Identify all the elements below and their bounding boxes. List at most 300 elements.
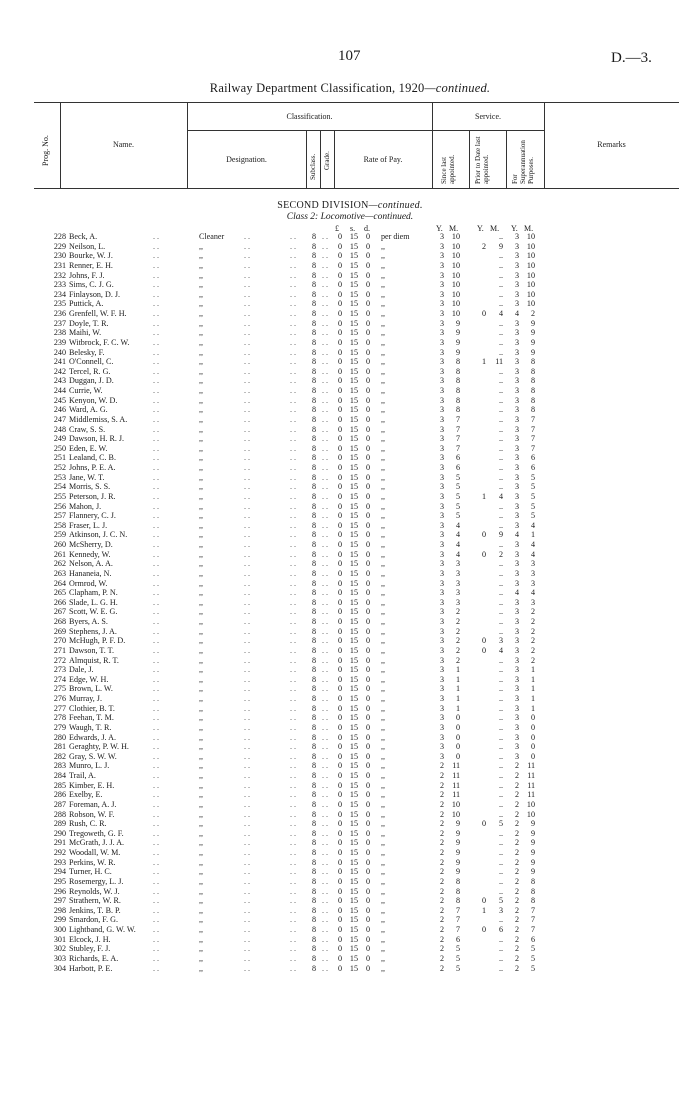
leader-dots: . . <box>153 694 160 703</box>
pence-cell: 0 <box>365 501 370 511</box>
table-row <box>0 319 700 329</box>
pounds-cell: 0 <box>337 241 342 251</box>
designation-cell: ,, <box>199 309 204 318</box>
since-years-cell: 3 <box>439 540 444 549</box>
since-months-cell: 10 <box>451 309 460 318</box>
super-months-cell: 5 <box>530 944 535 954</box>
leader-dots: . . <box>153 463 160 472</box>
leader-dots: . . <box>244 434 251 444</box>
since-months-cell: 8 <box>455 395 460 405</box>
rate-period-cell: ,, <box>381 876 386 886</box>
designation-cell: ,, <box>199 386 204 395</box>
designation-cell: ,, <box>199 607 204 617</box>
name-cell: Johns, P. E. A. <box>69 463 116 472</box>
since-months-cell: 5 <box>455 472 460 482</box>
shillings-cell: 15 <box>349 443 358 453</box>
leader-dots: . . <box>322 684 329 694</box>
pounds-cell: 0 <box>337 395 342 405</box>
pounds-cell: 0 <box>337 905 342 915</box>
since-months-cell: 5 <box>455 963 460 973</box>
subclass-cell: 8 <box>312 511 317 521</box>
since-years-cell: 3 <box>439 520 444 530</box>
pounds-cell: 0 <box>337 434 342 444</box>
prog-no-cell: 265 <box>53 588 66 598</box>
leader-dots: . . <box>322 395 329 405</box>
since-years-cell: 3 <box>439 251 444 261</box>
prior-months-cell: .. <box>498 713 503 723</box>
pounds-cell: 0 <box>337 934 342 944</box>
shillings-cell: 15 <box>349 751 358 761</box>
leader-dots: . . <box>244 491 251 501</box>
rate-period-cell: ,, <box>381 453 386 463</box>
name-cell: Tercel, R. G. <box>69 366 111 376</box>
name-cell: Almquist, R. T. <box>69 655 119 665</box>
leader-dots: . . <box>290 568 297 578</box>
shillings-cell: 15 <box>349 328 358 338</box>
shillings-cell: 15 <box>349 665 358 675</box>
since-years-cell: 3 <box>439 482 444 492</box>
since-years-cell: 2 <box>439 934 444 944</box>
leader-dots: . . <box>153 636 160 646</box>
leader-dots: . . <box>290 366 297 376</box>
name-cell: Gray, S. W. W. <box>69 751 117 761</box>
pence-cell: 0 <box>365 443 370 453</box>
pounds-cell: 0 <box>337 953 342 963</box>
since-months-cell: 8 <box>455 357 460 367</box>
leader-dots: . . <box>290 771 297 780</box>
leader-dots: . . <box>153 491 160 501</box>
prog-no-cell: 255 <box>53 491 66 501</box>
name-cell: Belesky, F. <box>69 347 105 357</box>
rate-period-cell: ,, <box>381 703 386 713</box>
since-years-cell: 3 <box>439 463 444 472</box>
table-row <box>0 800 700 810</box>
subclass-cell: 8 <box>312 761 317 771</box>
prog-no-cell: 274 <box>53 674 66 684</box>
name-cell: Craw, S. S. <box>69 424 106 434</box>
super-months-cell: 9 <box>530 838 535 848</box>
pence-cell: 0 <box>365 799 370 809</box>
pounds-cell: 0 <box>337 838 342 848</box>
pounds-cell: 0 <box>337 915 342 925</box>
pence-cell: 0 <box>365 944 370 954</box>
designation-cell: ,, <box>199 722 204 732</box>
super-months-cell: 10 <box>526 809 535 819</box>
super-years-cell: 2 <box>514 828 519 838</box>
designation-cell: ,, <box>199 270 204 280</box>
super-months-cell: 10 <box>526 270 535 280</box>
subclass-cell: 8 <box>312 559 317 569</box>
pence-cell: 0 <box>365 838 370 848</box>
leader-dots: . . <box>322 925 329 934</box>
shillings-cell: 15 <box>349 761 358 771</box>
table-row <box>0 944 700 954</box>
divider-designation <box>306 130 307 188</box>
leader-dots: . . <box>322 530 329 540</box>
rate-period-cell: ,, <box>381 915 386 925</box>
pence-cell: 0 <box>365 434 370 444</box>
super-months-cell: 4 <box>530 549 535 559</box>
leader-dots: . . <box>244 232 251 241</box>
leader-dots: . . <box>244 886 251 896</box>
leader-dots: . . <box>322 241 329 251</box>
leader-dots: . . <box>153 626 160 636</box>
leader-dots: . . <box>322 270 329 280</box>
name-cell: Eden, E. W. <box>69 443 108 453</box>
super-years-cell: 3 <box>514 251 519 261</box>
prog-no-cell: 267 <box>53 607 66 617</box>
since-months-cell: 5 <box>455 944 460 954</box>
leader-dots: . . <box>153 482 160 492</box>
leader-dots: . . <box>153 424 160 434</box>
leader-dots: . . <box>290 684 297 694</box>
leader-dots: . . <box>290 511 297 521</box>
leader-dots: . . <box>290 241 297 251</box>
divider-prior <box>506 130 507 188</box>
pence-cell: 0 <box>365 828 370 838</box>
name-cell: Sims, C. J. G. <box>69 280 114 290</box>
leader-dots: . . <box>244 674 251 684</box>
leader-dots: . . <box>244 771 251 780</box>
leader-dots: . . <box>290 915 297 925</box>
prior-months-cell: .. <box>498 867 503 877</box>
table-row <box>0 752 700 762</box>
since-years-cell: 3 <box>439 530 444 540</box>
leader-dots: . . <box>153 289 160 299</box>
table-row <box>0 569 700 579</box>
designation-cell: ,, <box>199 241 204 251</box>
prior-months-cell: .. <box>498 674 503 684</box>
leader-dots: . . <box>244 819 251 829</box>
unit-super-m: M. <box>524 224 534 233</box>
super-months-cell: 2 <box>530 607 535 617</box>
rate-period-cell: ,, <box>381 568 386 578</box>
designation-cell: ,, <box>199 742 204 752</box>
designation-cell: ,, <box>199 809 204 819</box>
table-row <box>0 954 700 964</box>
super-years-cell: 3 <box>514 597 519 607</box>
leader-dots: . . <box>244 761 251 771</box>
name-cell: Kenyon, W. D. <box>69 395 118 405</box>
since-years-cell: 2 <box>439 790 444 800</box>
since-months-cell: 8 <box>455 376 460 386</box>
since-years-cell: 3 <box>439 386 444 395</box>
designation-cell: ,, <box>199 626 204 636</box>
leader-dots: . . <box>153 905 160 915</box>
header-since-last: Since last appointed. <box>440 154 456 184</box>
pence-cell: 0 <box>365 424 370 434</box>
leader-dots: . . <box>153 559 160 569</box>
pence-cell: 0 <box>365 241 370 251</box>
prog-no-cell: 235 <box>53 299 66 309</box>
prog-no-cell: 282 <box>53 751 66 761</box>
since-years-cell: 3 <box>439 588 444 598</box>
since-years-cell: 3 <box>439 684 444 694</box>
name-cell: Scott, W. E. G. <box>69 607 118 617</box>
since-years-cell: 2 <box>439 963 444 973</box>
super-years-cell: 3 <box>514 318 519 328</box>
leader-dots: . . <box>153 799 160 809</box>
since-years-cell: 2 <box>439 771 444 780</box>
leader-dots: . . <box>322 617 329 626</box>
subclass-cell: 8 <box>312 819 317 829</box>
super-years-cell: 3 <box>514 742 519 752</box>
subclass-cell: 8 <box>312 299 317 309</box>
shillings-cell: 15 <box>349 588 358 598</box>
rate-period-cell: ,, <box>381 751 386 761</box>
leader-dots: . . <box>153 366 160 376</box>
pounds-cell: 0 <box>337 299 342 309</box>
leader-dots: . . <box>244 472 251 482</box>
prior-months-cell: .. <box>498 289 503 299</box>
shillings-cell: 15 <box>349 876 358 886</box>
table-row <box>0 761 700 771</box>
leader-dots: . . <box>153 251 160 261</box>
table-row <box>0 656 700 666</box>
designation-cell: ,, <box>199 588 204 598</box>
pence-cell: 0 <box>365 732 370 742</box>
since-years-cell: 3 <box>439 270 444 280</box>
super-months-cell: 6 <box>530 934 535 944</box>
prior-months-cell: .. <box>498 886 503 896</box>
rate-period-cell: ,, <box>381 347 386 357</box>
leader-dots: . . <box>322 386 329 395</box>
leader-dots: . . <box>322 347 329 357</box>
super-years-cell: 2 <box>514 761 519 771</box>
name-cell: Dale, J. <box>69 665 94 675</box>
header-prior-to: Prior to Date last appointed. <box>474 136 490 184</box>
since-years-cell: 3 <box>439 405 444 415</box>
subclass-cell: 8 <box>312 703 317 713</box>
since-years-cell: 3 <box>439 626 444 636</box>
super-years-cell: 3 <box>514 617 519 626</box>
leader-dots: . . <box>153 674 160 684</box>
leader-dots: . . <box>290 491 297 501</box>
table-row <box>0 290 700 300</box>
prog-no-cell: 243 <box>53 376 66 386</box>
pence-cell: 0 <box>365 597 370 607</box>
prog-no-cell: 236 <box>53 309 66 318</box>
prog-no-cell: 251 <box>53 453 66 463</box>
since-years-cell: 3 <box>439 318 444 328</box>
leader-dots: . . <box>290 780 297 790</box>
since-years-cell: 3 <box>439 549 444 559</box>
prior-months-cell: .. <box>498 828 503 838</box>
super-months-cell: 1 <box>530 665 535 675</box>
leader-dots: . . <box>244 376 251 386</box>
prog-no-cell: 239 <box>53 337 66 347</box>
pounds-cell: 0 <box>337 588 342 598</box>
shillings-cell: 15 <box>349 703 358 713</box>
prior-months-cell: .. <box>498 337 503 347</box>
table-row <box>0 684 700 694</box>
prog-no-cell: 260 <box>53 540 66 549</box>
super-years-cell: 3 <box>514 347 519 357</box>
pence-cell: 0 <box>365 280 370 290</box>
super-years-cell: 3 <box>514 405 519 415</box>
leader-dots: . . <box>244 366 251 376</box>
since-months-cell: 2 <box>455 617 460 626</box>
table-row <box>0 492 700 502</box>
rate-period-cell: ,, <box>381 857 386 867</box>
shillings-cell: 15 <box>349 463 358 472</box>
pounds-cell: 0 <box>337 665 342 675</box>
leader-dots: . . <box>244 328 251 338</box>
prior-months-cell: .. <box>498 395 503 405</box>
rate-period-cell: ,, <box>381 809 386 819</box>
shillings-cell: 15 <box>349 597 358 607</box>
rate-period-cell: ,, <box>381 414 386 424</box>
pence-cell: 0 <box>365 722 370 732</box>
shillings-cell: 15 <box>349 886 358 896</box>
rate-period-cell: ,, <box>381 540 386 549</box>
leader-dots: . . <box>290 886 297 896</box>
leader-dots: . . <box>322 482 329 492</box>
subclass-cell: 8 <box>312 376 317 386</box>
name-cell: Neilson, L. <box>69 241 106 251</box>
pounds-cell: 0 <box>337 694 342 703</box>
name-cell: McGrath, J. J. A. <box>69 838 125 848</box>
super-months-cell: 2 <box>530 655 535 665</box>
shillings-cell: 15 <box>349 289 358 299</box>
leader-dots: . . <box>244 588 251 598</box>
since-years-cell: 2 <box>439 857 444 867</box>
leader-dots: . . <box>290 472 297 482</box>
name-cell: Feehan, T. M. <box>69 713 114 723</box>
rate-period-cell: ,, <box>381 260 386 270</box>
prior-months-cell: 3 <box>498 905 503 915</box>
leader-dots: . . <box>153 540 160 549</box>
leader-dots: . . <box>290 626 297 636</box>
super-years-cell: 3 <box>514 395 519 405</box>
super-years-cell: 2 <box>514 963 519 973</box>
super-years-cell: 3 <box>514 703 519 713</box>
since-months-cell: 3 <box>455 588 460 598</box>
designation-cell: ,, <box>199 549 204 559</box>
since-months-cell: 5 <box>455 491 460 501</box>
super-months-cell: 8 <box>530 366 535 376</box>
rate-period-cell: ,, <box>381 848 386 857</box>
pounds-cell: 0 <box>337 867 342 877</box>
since-years-cell: 3 <box>439 597 444 607</box>
prior-months-cell: .. <box>498 232 503 241</box>
rate-period-cell: ,, <box>381 280 386 290</box>
leader-dots: . . <box>244 925 251 934</box>
since-years-cell: 3 <box>439 299 444 309</box>
since-months-cell: 6 <box>455 934 460 944</box>
since-months-cell: 1 <box>455 703 460 713</box>
name-cell: Reynolds, W. J. <box>69 886 120 896</box>
since-years-cell: 2 <box>439 828 444 838</box>
leader-dots: . . <box>244 896 251 906</box>
super-months-cell: 7 <box>530 905 535 915</box>
leader-dots: . . <box>153 337 160 347</box>
prog-no-cell: 303 <box>53 953 66 963</box>
table-row <box>0 867 700 877</box>
pounds-cell: 0 <box>337 270 342 280</box>
leader-dots: . . <box>153 742 160 752</box>
table-row <box>0 386 700 396</box>
name-cell: Strathern, W. R. <box>69 896 121 906</box>
name-cell: Woodall, W. M. <box>69 848 121 857</box>
leader-dots: . . <box>244 848 251 857</box>
rate-period-cell: ,, <box>381 645 386 655</box>
name-cell: Peterson, J. R. <box>69 491 116 501</box>
leader-dots: . . <box>244 260 251 270</box>
super-months-cell: 4 <box>530 540 535 549</box>
prog-no-cell: 279 <box>53 722 66 732</box>
since-months-cell: 10 <box>451 260 460 270</box>
prior-months-cell: .. <box>498 665 503 675</box>
subclass-cell: 8 <box>312 838 317 848</box>
prog-no-cell: 271 <box>53 645 66 655</box>
prog-no-cell: 241 <box>53 357 66 367</box>
since-years-cell: 3 <box>439 453 444 463</box>
leader-dots: . . <box>322 626 329 636</box>
prior-months-cell: 5 <box>498 819 503 829</box>
pence-cell: 0 <box>365 953 370 963</box>
since-years-cell: 3 <box>439 636 444 646</box>
name-cell: Clapham, P. N. <box>69 588 118 598</box>
designation-cell: ,, <box>199 838 204 848</box>
prog-no-cell: 256 <box>53 501 66 511</box>
since-years-cell: 3 <box>439 289 444 299</box>
super-months-cell: 5 <box>530 472 535 482</box>
table-row <box>0 742 700 752</box>
pence-cell: 0 <box>365 780 370 790</box>
rate-period-cell: ,, <box>381 491 386 501</box>
header-remarks: Remarks <box>597 140 626 149</box>
leader-dots: . . <box>244 347 251 357</box>
prior-months-cell: 9 <box>498 530 503 540</box>
shillings-cell: 15 <box>349 578 358 588</box>
since-years-cell: 2 <box>439 867 444 877</box>
leader-dots: . . <box>322 434 329 444</box>
since-months-cell: 7 <box>455 905 460 915</box>
table-row <box>0 588 700 598</box>
super-months-cell: 9 <box>530 857 535 867</box>
leader-dots: . . <box>244 414 251 424</box>
leader-dots: . . <box>322 809 329 819</box>
since-months-cell: 10 <box>451 270 460 280</box>
pounds-cell: 0 <box>337 944 342 954</box>
prog-no-cell: 238 <box>53 328 66 338</box>
prog-no-cell: 231 <box>53 260 66 270</box>
table-row <box>0 579 700 589</box>
rate-period-cell: ,, <box>381 559 386 569</box>
leader-dots: . . <box>153 876 160 886</box>
since-years-cell: 3 <box>439 414 444 424</box>
name-cell: Edge, W. H. <box>69 674 109 684</box>
subclass-cell: 8 <box>312 540 317 549</box>
prog-no-cell: 280 <box>53 732 66 742</box>
prog-no-cell: 288 <box>53 809 66 819</box>
subclass-cell: 8 <box>312 568 317 578</box>
table-row <box>0 328 700 338</box>
since-years-cell: 3 <box>439 607 444 617</box>
pounds-cell: 0 <box>337 703 342 713</box>
leader-dots: . . <box>290 857 297 867</box>
since-years-cell: 2 <box>439 819 444 829</box>
leader-dots: . . <box>153 915 160 925</box>
leader-dots: . . <box>322 838 329 848</box>
super-years-cell: 2 <box>514 780 519 790</box>
leader-dots: . . <box>322 780 329 790</box>
prog-no-cell: 233 <box>53 280 66 290</box>
leader-dots: . . <box>153 732 160 742</box>
leader-dots: . . <box>290 232 297 241</box>
rate-period-cell: ,, <box>381 289 386 299</box>
